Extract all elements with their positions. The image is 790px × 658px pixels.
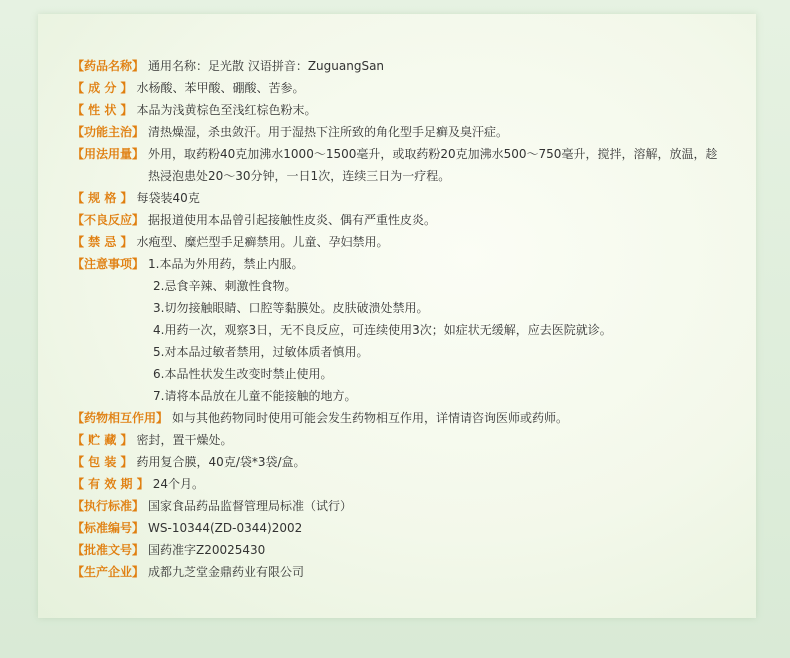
label-ingredients: 【 成 分 】 xyxy=(72,81,133,95)
value-dosage: 外用，取药粉40克加沸水1000～1500毫升，或取药粉20克加沸水500～750毫升，搅拌，溶解，放温，趁热浸泡患处20～30分钟，一日1次，连续三日为一疗程。 xyxy=(148,147,718,183)
row-precautions xyxy=(72,253,752,275)
row-packaging xyxy=(72,451,752,473)
value-precaution-1: 1.本品为外用药，禁止内服。 xyxy=(148,257,304,271)
row-shelf-life xyxy=(72,473,752,495)
label-shelf-life: 【 有 效 期 】 xyxy=(72,477,149,491)
label-contraindications: 【 禁 忌 】 xyxy=(72,235,133,249)
row-storage xyxy=(72,429,752,451)
value-adverse-reactions: 据报道使用本品曾引起接触性皮炎、偶有严重性皮炎。 xyxy=(148,213,437,227)
label-manufacturer: 【生产企业】 xyxy=(72,565,145,579)
row-ingredients xyxy=(72,77,752,99)
row-specification xyxy=(72,187,752,209)
drug-instructions xyxy=(72,55,752,583)
label-standard: 【执行标准】 xyxy=(72,499,145,513)
value-shelf-life: 24个月。 xyxy=(152,477,204,491)
label-packaging: 【 包 装 】 xyxy=(72,455,133,469)
value-packaging: 药用复合膜，40克/袋*3袋/盒。 xyxy=(136,455,306,469)
value-standard-number: WS-10344(ZD-0344)2002 xyxy=(148,521,303,535)
label-drug-interactions: 【药物相互作用】 xyxy=(72,411,169,425)
row-drug-name xyxy=(72,55,752,77)
precaution-item: 2.忌食辛辣、刺激性食物。 xyxy=(153,279,297,293)
precaution-item: 4.用药一次，观察3日，无不良反应，可连续使用3次；如症状无缓解，应去医院就诊。 xyxy=(153,323,612,337)
value-appearance: 本品为浅黄棕色至浅红棕色粉末。 xyxy=(136,103,317,117)
precaution-item: 5.对本品过敏者禁用，过敏体质者慎用。 xyxy=(153,345,369,359)
value-drug-name: 通用名称：足光散 汉语拼音：ZuguangSan xyxy=(148,59,385,73)
row-standard xyxy=(72,495,752,517)
value-specification: 每袋装40克 xyxy=(136,191,200,205)
label-standard-number: 【标准编号】 xyxy=(72,521,145,535)
value-ingredients: 水杨酸、苯甲酸、硼酸、苦参。 xyxy=(136,81,305,95)
value-approval-number: 国药准字Z20025430 xyxy=(148,543,266,557)
row-approval-number xyxy=(72,539,752,561)
row-appearance xyxy=(72,99,752,121)
value-manufacturer: 成都九芝堂金鼎药业有限公司 xyxy=(148,565,305,579)
precaution-item: 7.请将本品放在儿童不能接触的地方。 xyxy=(153,389,357,403)
label-storage: 【 贮 藏 】 xyxy=(72,433,133,447)
row-indications xyxy=(72,121,752,143)
value-standard: 国家食品药品监督管理局标准（试行） xyxy=(148,499,353,513)
row-dosage xyxy=(72,143,752,187)
label-drug-name: 【药品名称】 xyxy=(72,59,145,73)
value-storage: 密封，置干燥处。 xyxy=(136,433,233,447)
value-contraindications: 水疱型、糜烂型手足癣禁用。儿童、孕妇禁用。 xyxy=(136,235,389,249)
label-appearance: 【 性 状 】 xyxy=(72,103,133,117)
precaution-item: 6.本品性状发生改变时禁止使用。 xyxy=(153,367,333,381)
row-adverse-reactions xyxy=(72,209,752,231)
row-drug-interactions xyxy=(72,407,752,429)
row-standard-number xyxy=(72,517,752,539)
label-adverse-reactions: 【不良反应】 xyxy=(72,213,145,227)
row-contraindications xyxy=(72,231,752,253)
label-dosage: 【用法用量】 xyxy=(72,147,145,161)
label-approval-number: 【批准文号】 xyxy=(72,543,145,557)
precaution-item: 3.切勿接触眼睛、口腔等黏膜处。皮肤破溃处禁用。 xyxy=(153,301,429,315)
value-drug-interactions: 如与其他药物同时使用可能会发生药物相互作用，详情请咨询医师或药师。 xyxy=(172,411,569,425)
label-indications: 【功能主治】 xyxy=(72,125,145,139)
label-precautions: 【注意事项】 xyxy=(72,257,145,271)
label-specification: 【 规 格 】 xyxy=(72,191,133,205)
row-manufacturer xyxy=(72,561,752,583)
value-indications: 清热燥湿，杀虫敛汗。用于湿热下注所致的角化型手足癣及臭汗症。 xyxy=(148,125,509,139)
